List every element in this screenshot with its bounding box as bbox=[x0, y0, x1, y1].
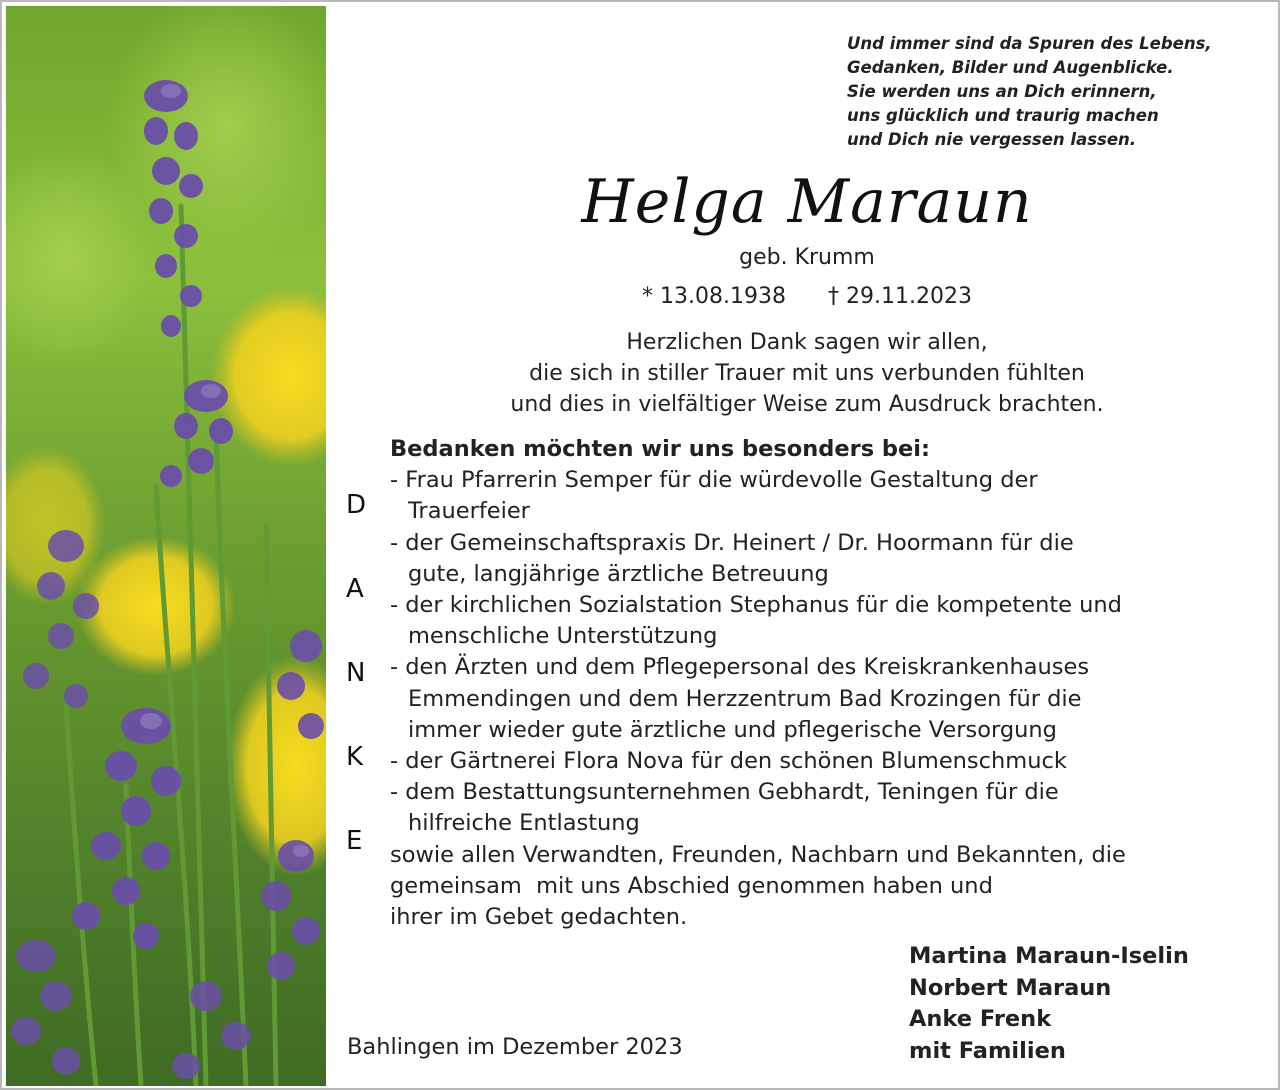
danke-letter-e: E bbox=[346, 826, 363, 856]
signatory: Norbert Maraun bbox=[909, 974, 1112, 1001]
thanks-item-continuation: Emmendingen und dem Herzzentrum Bad Krozingen für die bbox=[408, 685, 1082, 712]
danke-letter-d: D bbox=[346, 490, 367, 520]
danke-letter-n: N bbox=[346, 658, 366, 688]
thanks-item-continuation: hilfreiche Entlastung bbox=[408, 810, 640, 837]
life-dates bbox=[422, 284, 1192, 309]
deceased-name: Helga Maraun bbox=[581, 167, 1033, 237]
birth-date: * 13.08.1938 bbox=[642, 284, 786, 309]
thanks-item: - dem Bestattungsunternehmen Gebhardt, Teningen für die bbox=[390, 779, 1059, 806]
memorial-poem bbox=[847, 32, 1267, 152]
thanks-intro bbox=[422, 327, 1192, 420]
closing-line: gemeinsam mit uns Abschied genommen haben und bbox=[390, 872, 993, 899]
signatories bbox=[909, 941, 1189, 1067]
closing-line: sowie allen Verwandten, Freunden, Nachbarn und Bekannten, die bbox=[390, 841, 1126, 868]
thanks-intro-line: die sich in stiller Trauer mit uns verbunden fühlten bbox=[529, 361, 1085, 386]
thanks-item: - Frau Pfarrerin Semper für die würdevolle Gestaltung der bbox=[390, 467, 1038, 494]
maiden-name: geb. Krumm bbox=[739, 245, 875, 270]
thanks-item: - den Ärzten und dem Pflegepersonal des Kreiskrankenhauses bbox=[390, 654, 1090, 681]
danke-letter-k: K bbox=[346, 742, 364, 772]
lavender-illustration bbox=[6, 6, 326, 1086]
thanks-item-continuation: menschliche Unterstützung bbox=[408, 623, 718, 650]
place-and-date: Bahlingen im Dezember 2023 bbox=[347, 1034, 683, 1060]
poem-line: Und immer sind da Spuren des Lebens, bbox=[847, 34, 1212, 53]
lavender-photo bbox=[6, 6, 326, 1086]
thanks-item-continuation: gute, langjährige ärztliche Betreuung bbox=[408, 560, 829, 587]
thanks-item: - der kirchlichen Sozialstation Stephanus für die kompetente und bbox=[390, 592, 1122, 619]
signatory: Martina Maraun-Iselin bbox=[909, 943, 1189, 969]
signatory: mit Familien bbox=[909, 1037, 1066, 1064]
poem-line: und Dich nie vergessen lassen. bbox=[847, 130, 1137, 149]
danke-letter-a: A bbox=[346, 574, 364, 604]
thanks-item-continuation: immer wieder gute ärztliche und pflegerische Versorgung bbox=[408, 716, 1057, 743]
poem-line: uns glücklich und traurig machen bbox=[847, 106, 1159, 125]
thanks-intro-line: und dies in vielfältiger Weise zum Ausdruck brachten. bbox=[510, 392, 1104, 417]
poem-line: Sie werden uns an Dich erinnern, bbox=[847, 82, 1157, 101]
special-thanks bbox=[390, 434, 1126, 933]
death-date: † 29.11.2023 bbox=[828, 284, 972, 309]
closing-line: ihrer im Gebet gedachten. bbox=[390, 904, 688, 931]
thanks-item: - der Gemeinschaftspraxis Dr. Heinert / Dr. Hoormann für die bbox=[390, 529, 1074, 556]
signatory: Anke Frenk bbox=[909, 1006, 1052, 1032]
thanks-item-continuation: Trauerfeier bbox=[408, 498, 530, 525]
special-thanks-heading: Bedanken möchten wir uns besonders bei: bbox=[390, 436, 930, 462]
thanks-item: - der Gärtnerei Flora Nova für den schönen Blumenschmuck bbox=[390, 748, 1067, 775]
thanks-intro-line: Herzlichen Dank sagen wir allen, bbox=[626, 330, 988, 355]
poem-line: Gedanken, Bilder und Augenblicke. bbox=[847, 58, 1174, 77]
